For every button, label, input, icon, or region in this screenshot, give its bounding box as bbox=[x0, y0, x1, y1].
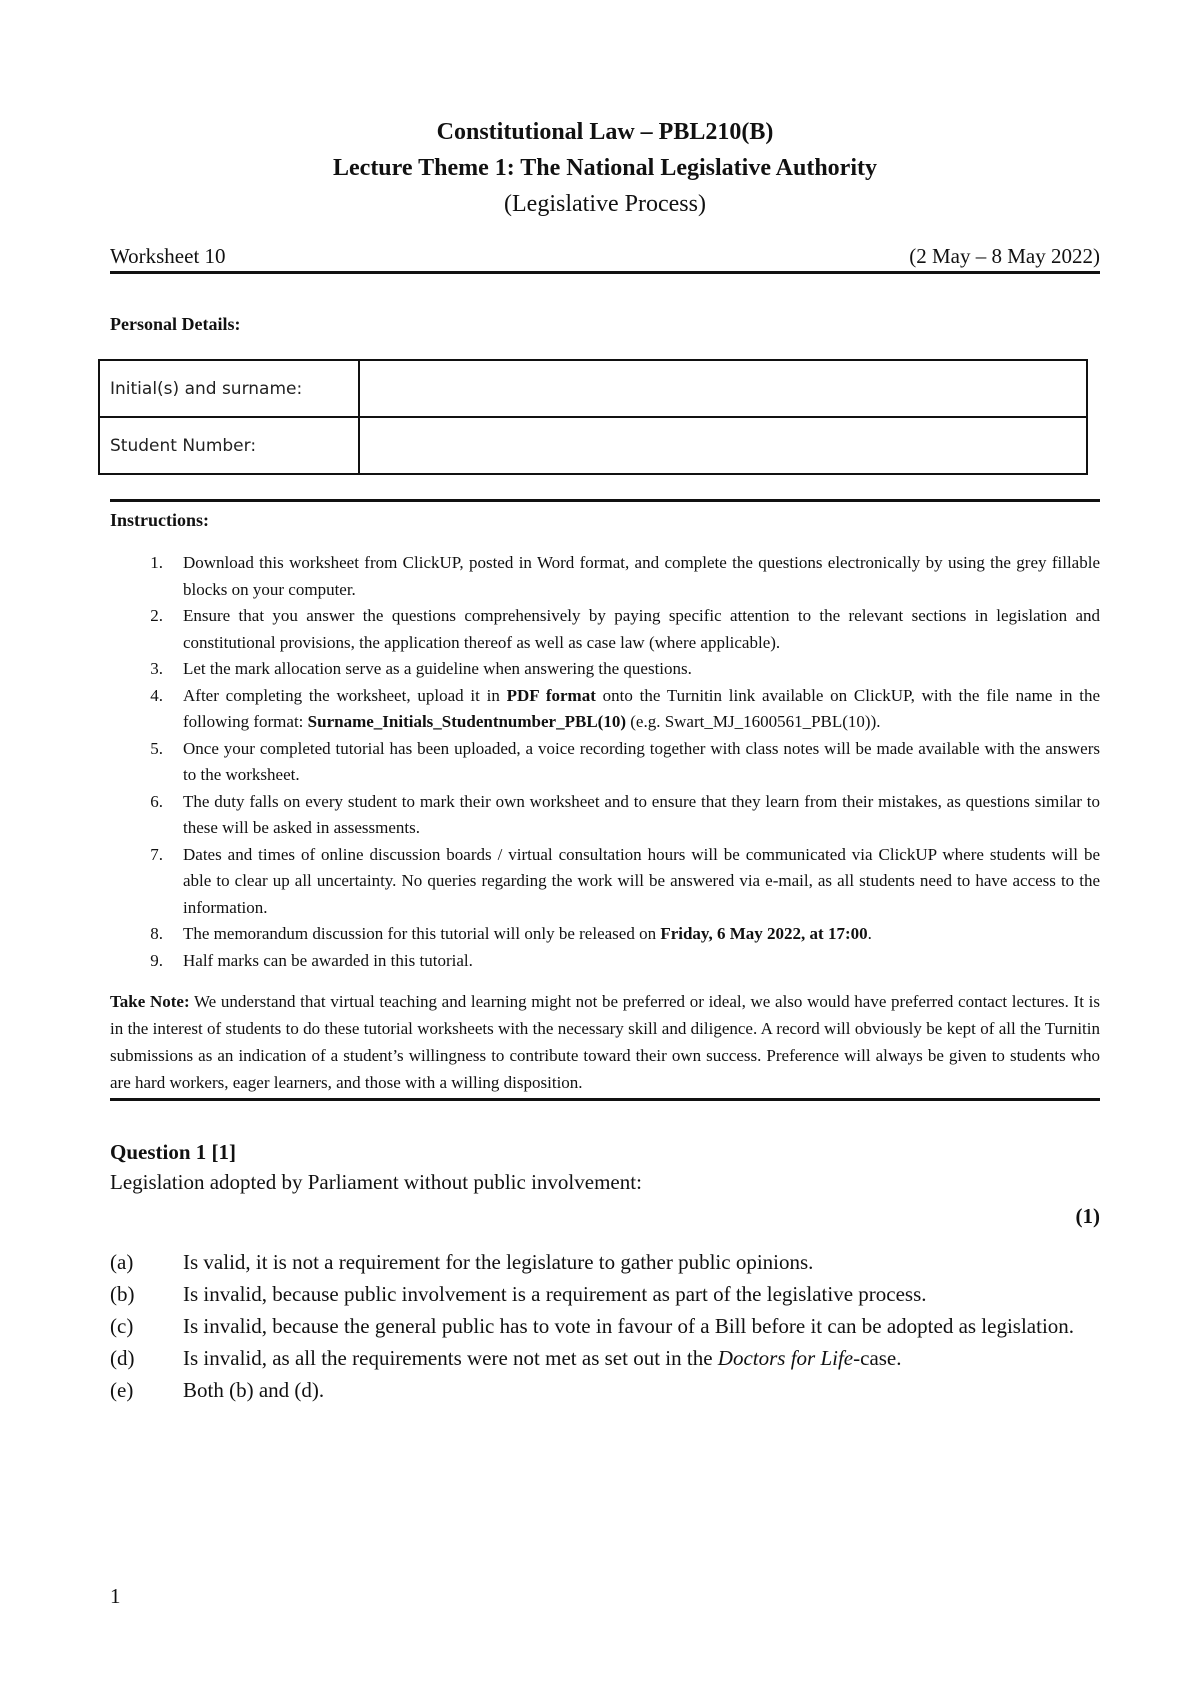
list-number: 9. bbox=[150, 950, 163, 970]
list-item-text bbox=[183, 921, 1100, 948]
option-text: Is invalid, because public involvement is a requirement as part of the legislative process. bbox=[183, 1282, 927, 1306]
filename-format-emphasis: Surname_Initials_Studentnumber_PBL(10) bbox=[307, 712, 626, 731]
list-item bbox=[110, 736, 1100, 789]
pdf-format-emphasis: PDF format bbox=[506, 685, 596, 705]
list-item-text bbox=[183, 683, 1100, 736]
list-number: 8. bbox=[150, 924, 163, 943]
personal-details-table bbox=[98, 359, 1088, 475]
release-date-emphasis: Friday, 6 May 2022, at 17:00 bbox=[660, 924, 868, 943]
take-note-paragraph bbox=[110, 988, 1100, 1096]
lecture-subtitle: (Legislative Process) bbox=[504, 191, 706, 217]
list-number: 5. bbox=[150, 738, 163, 758]
list-item bbox=[110, 921, 1100, 948]
lecture-theme-title: Lecture Theme 1: The National Legislative Authority bbox=[333, 155, 877, 181]
list-item-text: Once your completed tutorial has been uploaded, a voice recording together with class notes will be made available with the answers to the worksheet. bbox=[183, 738, 1100, 784]
page-number: 1 bbox=[110, 1584, 121, 1608]
worksheet-page bbox=[110, 0, 1100, 1406]
option-b bbox=[110, 1278, 1100, 1310]
worksheet-label: Worksheet 10 bbox=[110, 244, 226, 268]
option-text: Is invalid, because the general public has to vote in favour of a Bill before it can be adopted as legislation. bbox=[183, 1314, 1075, 1338]
take-note-text: We understand that virtual teaching and learning might not be preferred or ideal, we also would have preferred contact lectures. It is in the interest of students to do these tutorial worksheets with the necessary skill and diligence. A record will obviously be kept of all the Turnitin submissions as an indication of a student’s willingness to contribute toward their own success. Preference will always be given to students who are hard workers, eager learners, and those with a willing disposition. bbox=[110, 992, 1100, 1092]
option-e bbox=[110, 1374, 1100, 1406]
worksheet-header-row bbox=[110, 243, 1100, 274]
option-d bbox=[110, 1342, 1100, 1374]
list-item bbox=[110, 656, 1100, 683]
text-segment: The memorandum discussion for this tutorial will only be released on bbox=[183, 924, 661, 943]
section-divider bbox=[110, 1098, 1100, 1101]
question-1-title: Question 1 [1] bbox=[110, 1140, 236, 1164]
text-segment: onto the Turnitin link available on ClickUP, with the file name in the following format: bbox=[183, 685, 1100, 731]
option-letter: (b) bbox=[110, 1282, 135, 1306]
text-segment: Is invalid, as all the requirements were not met as set out in the bbox=[183, 1346, 718, 1370]
option-text: Is valid, it is not a requirement for the legislature to gather public opinions. bbox=[183, 1250, 814, 1274]
option-c bbox=[110, 1310, 1100, 1342]
text-segment: (e.g. Swart_MJ_1600561_PBL(10)). bbox=[625, 712, 881, 731]
option-letter: (d) bbox=[110, 1346, 135, 1370]
text-segment: After completing the worksheet, upload it in bbox=[183, 685, 507, 705]
option-letter: (e) bbox=[110, 1378, 134, 1402]
personal-details-heading: Personal Details: bbox=[110, 314, 241, 334]
section-divider bbox=[110, 499, 1100, 502]
list-item bbox=[110, 842, 1100, 922]
option-text bbox=[183, 1342, 1100, 1374]
list-item-text: Download this worksheet from ClickUP, posted in Word format, and complete the questions electronically by using the grey fillable blocks on your computer. bbox=[183, 553, 1100, 599]
list-item bbox=[110, 948, 1100, 975]
instructions-list bbox=[110, 550, 1100, 974]
initials-surname-label: Initial(s) and surname: bbox=[99, 360, 359, 417]
option-a bbox=[110, 1246, 1100, 1278]
student-number-label: Student Number: bbox=[99, 417, 359, 474]
list-number: 3. bbox=[150, 659, 163, 678]
option-text: Both (b) and (d). bbox=[183, 1378, 325, 1402]
list-item-text: Ensure that you answer the questions comprehensively by paying specific attention to the relevant sections in legislation and constitutional provisions, the application thereof as well as case law (where applicable). bbox=[183, 606, 1100, 652]
table-row bbox=[99, 417, 1087, 474]
initials-surname-field[interactable] bbox=[359, 360, 1087, 417]
list-number: 7. bbox=[150, 844, 163, 864]
list-item-text: Half marks can be awarded in this tutorial. bbox=[183, 950, 473, 970]
list-item-text: The duty falls on every student to mark their own worksheet and to ensure that they learn from their mistakes, as questions similar to these will be asked in assessments. bbox=[183, 791, 1100, 837]
list-number: 1. bbox=[150, 553, 163, 572]
list-item bbox=[110, 550, 1100, 603]
student-number-field[interactable] bbox=[359, 417, 1087, 474]
question-1-text: Legislation adopted by Parliament without public involvement: bbox=[110, 1170, 642, 1194]
text-segment: . bbox=[867, 924, 872, 943]
list-item bbox=[110, 683, 1100, 736]
course-title: Constitutional Law – PBL210(B) bbox=[436, 119, 774, 145]
list-item-text: Dates and times of online discussion boards / virtual consultation hours will be communicated via ClickUP where students will be able to clear up all uncertainty. No queries regarding the work will be answered via e-mail, as all students need to have access to the information. bbox=[183, 844, 1100, 917]
question-1-options bbox=[110, 1246, 1100, 1406]
case-name: Doctors for Life bbox=[717, 1346, 854, 1370]
option-letter: (c) bbox=[110, 1314, 134, 1338]
list-number: 6. bbox=[150, 791, 163, 811]
list-item bbox=[110, 789, 1100, 842]
list-item bbox=[110, 603, 1100, 656]
table-row bbox=[99, 360, 1087, 417]
list-item-text: Let the mark allocation serve as a guideline when answering the questions. bbox=[183, 659, 692, 678]
list-number: 4. bbox=[150, 685, 163, 705]
worksheet-dates: (2 May – 8 May 2022) bbox=[909, 244, 1100, 268]
instructions-heading: Instructions: bbox=[110, 510, 210, 530]
text-segment: -case. bbox=[853, 1346, 902, 1370]
take-note-label: Take Note: bbox=[110, 992, 190, 1011]
question-1-marks: (1) bbox=[1075, 1204, 1100, 1228]
list-number: 2. bbox=[150, 606, 163, 625]
option-letter: (a) bbox=[110, 1250, 134, 1274]
